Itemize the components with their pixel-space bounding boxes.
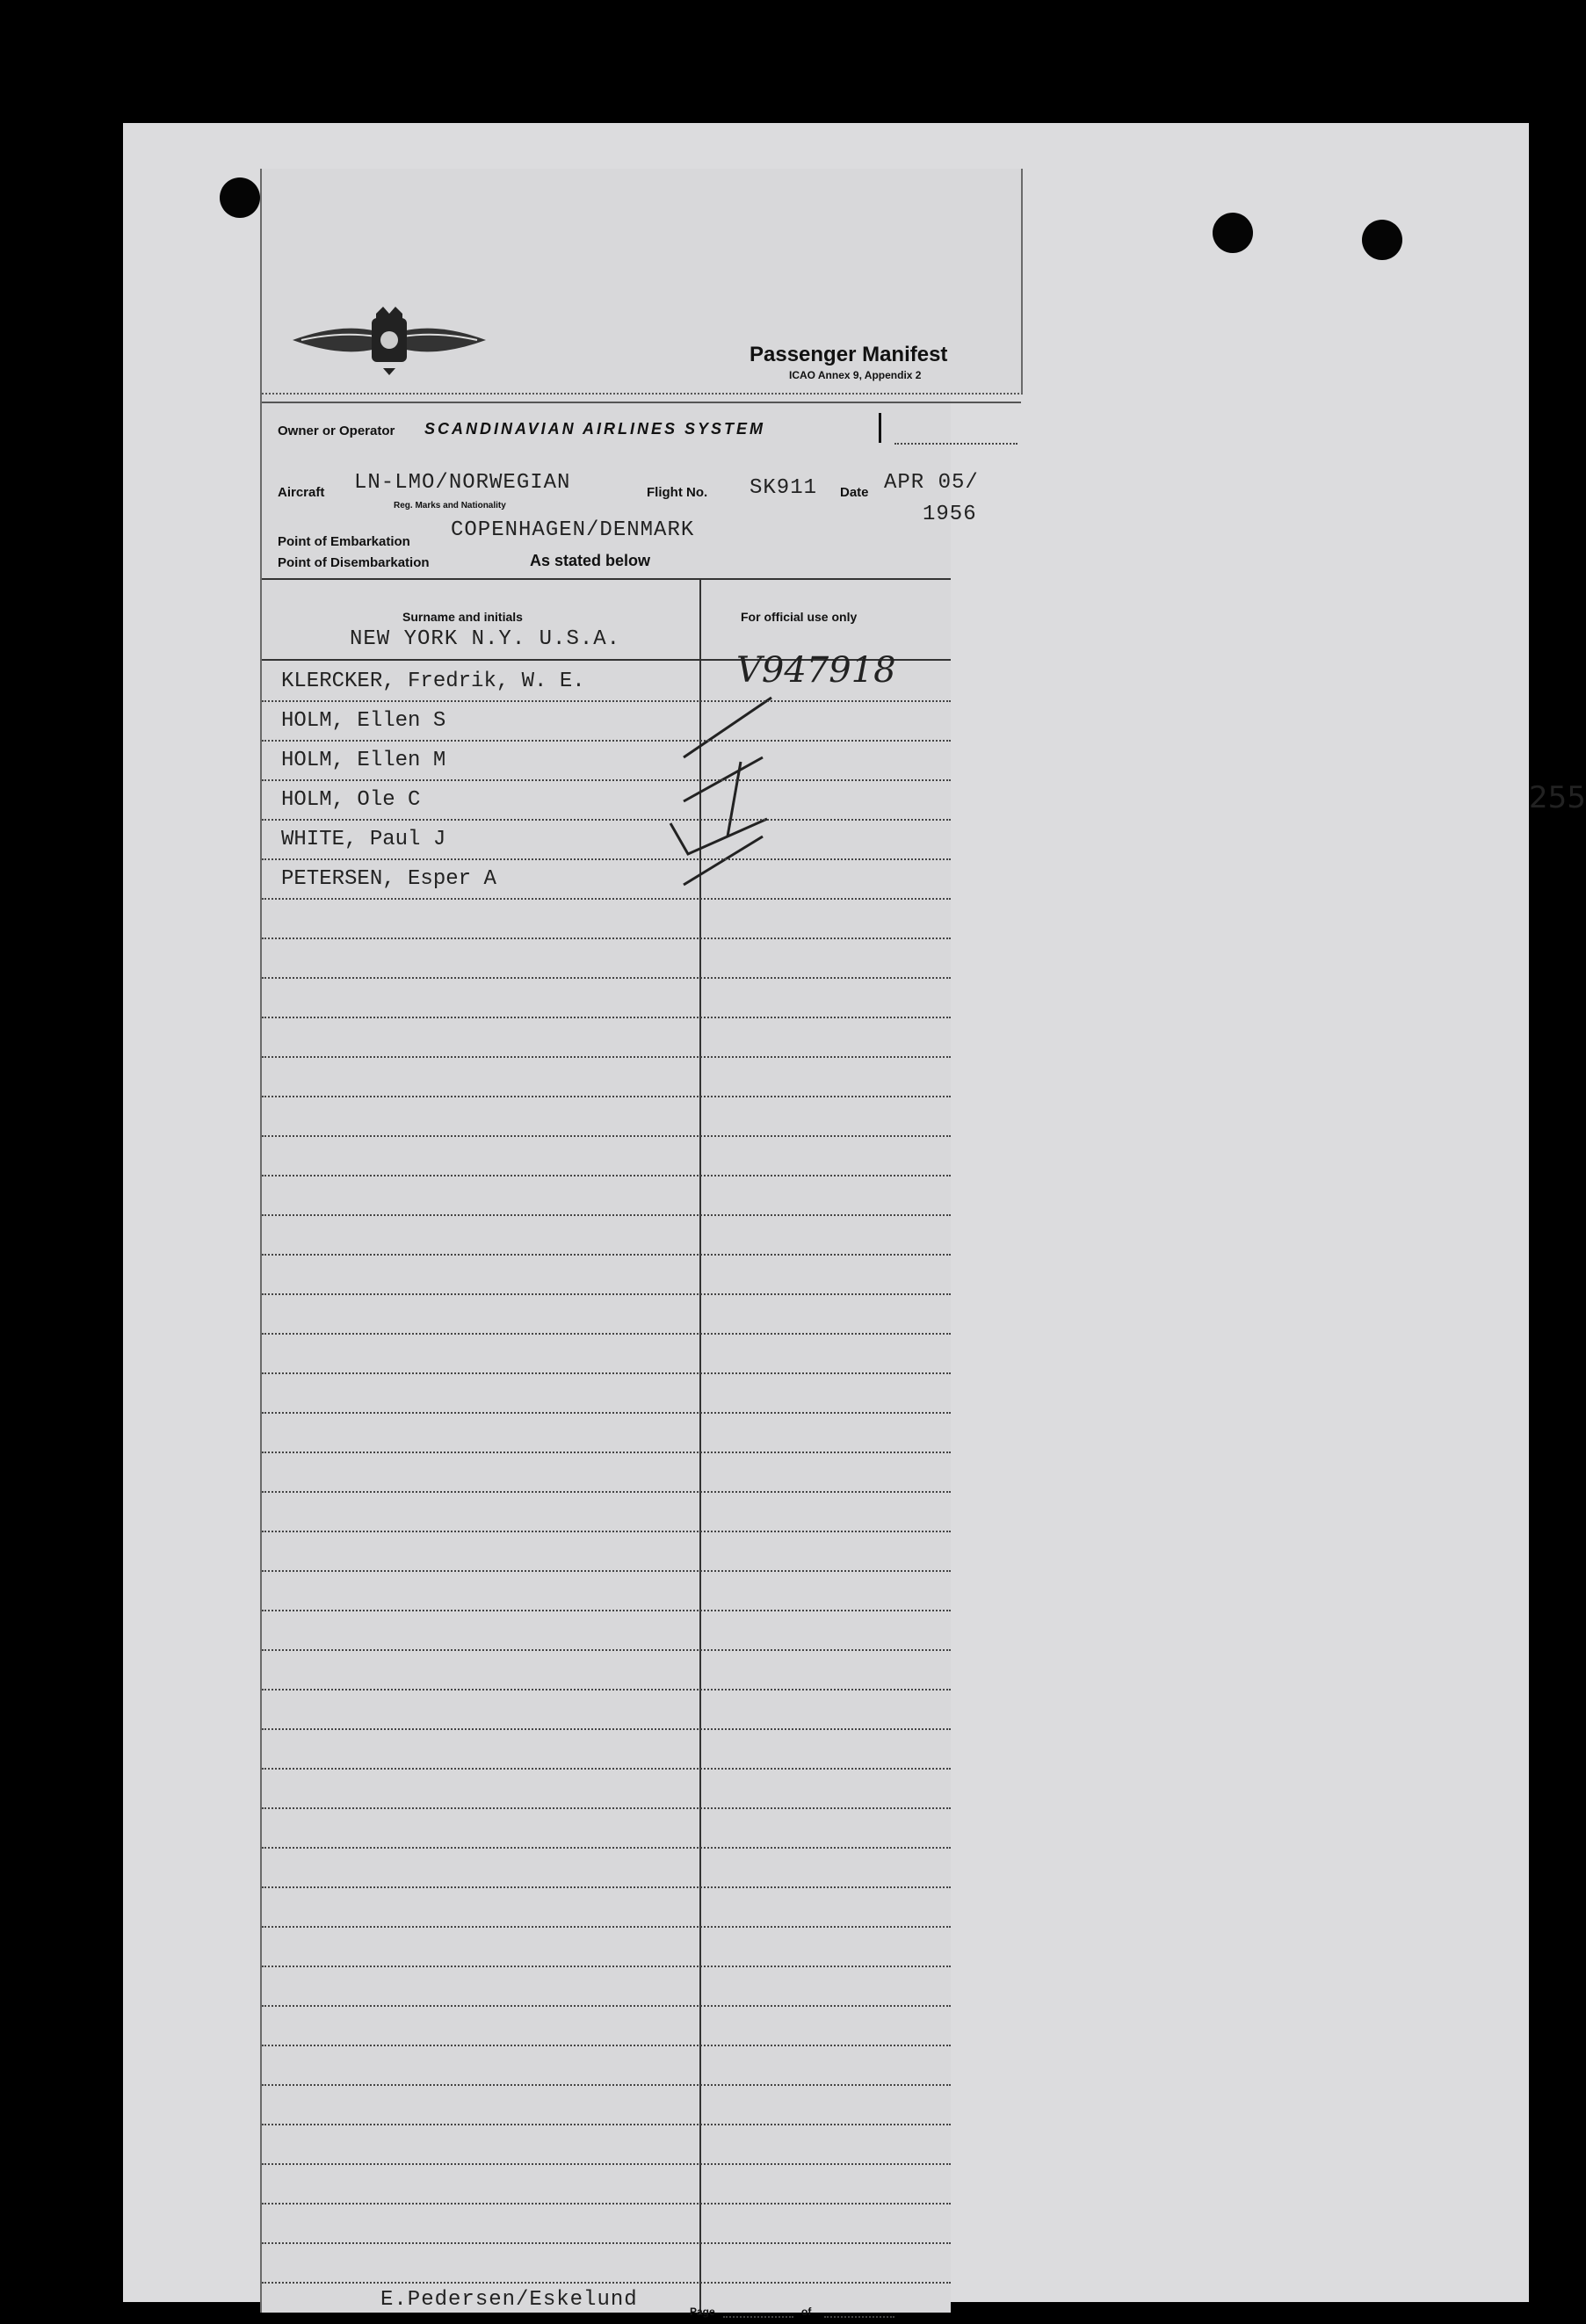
table-row-line	[262, 2045, 951, 2046]
signature: E.Pedersen/Eskelund	[380, 2288, 638, 2312]
table-row-line	[262, 938, 951, 939]
date-label: Date	[840, 485, 869, 500]
passenger-row: PETERSEN, Esper A	[281, 867, 496, 891]
punch-hole	[1213, 213, 1253, 253]
form-subtitle: ICAO Annex 9, Appendix 2	[789, 369, 922, 381]
owner-field-line	[894, 443, 1018, 445]
table-row-line	[262, 819, 951, 821]
embark-label: Point of Embarkation	[278, 534, 410, 549]
aircraft-label: Aircraft	[278, 485, 325, 500]
table-row-line	[262, 2282, 951, 2284]
table-row-line	[262, 2084, 951, 2086]
table-row-line	[262, 2163, 951, 2165]
passenger-row: HOLM, Ellen S	[281, 709, 446, 733]
table-row-line	[262, 1768, 951, 1770]
reg-label: Reg. Marks and Nationality	[394, 501, 506, 510]
manifest-header	[262, 169, 1023, 395]
page-field-line	[723, 2316, 793, 2318]
manifest-form	[260, 169, 979, 2318]
flight-label: Flight No.	[647, 485, 708, 500]
table-row-line	[262, 1333, 951, 1335]
of-label: of	[801, 2306, 812, 2318]
page-number: 255	[1529, 780, 1586, 815]
destination: NEW YORK N.Y. U.S.A.	[350, 627, 621, 651]
table-row-line	[262, 1135, 951, 1137]
table-row-line	[262, 2242, 951, 2244]
form-title: Passenger Manifest	[750, 343, 948, 366]
date-year: 1956	[923, 503, 977, 526]
table-row-line	[262, 1728, 951, 1730]
table-row-line	[262, 1293, 951, 1295]
table-row-line	[262, 1175, 951, 1176]
table-row-line	[262, 1610, 951, 1611]
passenger-row: WHITE, Paul J	[281, 828, 446, 851]
table-row-line	[262, 1254, 951, 1256]
owner-value: SCANDINAVIAN AIRLINES SYSTEM	[424, 420, 766, 438]
table-row-line	[262, 1847, 951, 1849]
table-row-line	[262, 1412, 951, 1414]
passenger-row: HOLM, Ole C	[281, 788, 421, 812]
table-row-line	[262, 1807, 951, 1809]
disembark-value: As stated below	[530, 552, 651, 569]
table-row-line	[262, 700, 951, 702]
flight-value: SK911	[750, 476, 818, 500]
table-row-line	[262, 1689, 951, 1691]
date-value: APR 05/	[884, 471, 979, 495]
official-note: V947918	[736, 650, 896, 691]
table-row-line	[262, 1491, 951, 1493]
table-row-line	[262, 1372, 951, 1374]
table-row-line	[262, 1531, 951, 1532]
table-row-line	[262, 1570, 951, 1572]
embark-value: COPENHAGEN/DENMARK	[451, 518, 695, 542]
table-row-line	[262, 779, 951, 781]
passenger-row: HOLM, Ellen M	[281, 749, 446, 772]
official-column-header: For official use only	[741, 610, 858, 624]
table-row-line	[262, 858, 951, 860]
table-row-line	[262, 1214, 951, 1216]
owner-tick-mark	[879, 413, 881, 443]
table-row-line	[262, 2203, 951, 2205]
table-row-line	[262, 898, 951, 900]
owner-label: Owner or Operator	[278, 424, 395, 438]
passenger-row: KLERCKER, Fredrik, W. E.	[281, 670, 585, 693]
table-row-line	[262, 1649, 951, 1651]
page-label: Page	[690, 2306, 715, 2318]
table-row-line	[262, 1886, 951, 1888]
punch-hole	[220, 177, 260, 218]
table-row-line	[262, 1056, 951, 1058]
check-marks-icon	[666, 696, 824, 898]
punch-hole	[1362, 220, 1402, 260]
table-row-line	[262, 1096, 951, 1097]
table-row-line	[262, 1017, 951, 1018]
table-row-line	[262, 1966, 951, 1967]
table-row-line	[262, 977, 951, 979]
airline-logo-icon	[288, 305, 490, 375]
disembark-label: Point of Disembarkation	[278, 555, 430, 570]
aircraft-value: LN-LMO/NORWEGIAN	[354, 471, 571, 495]
table-row-line	[262, 1926, 951, 1928]
table-row-line	[262, 2124, 951, 2125]
of-field-line	[824, 2316, 894, 2318]
surname-column-header: Surname and initials	[402, 610, 523, 624]
table-row-line	[262, 740, 951, 742]
table-row-line	[262, 1452, 951, 1453]
table-row-line	[262, 2005, 951, 2007]
